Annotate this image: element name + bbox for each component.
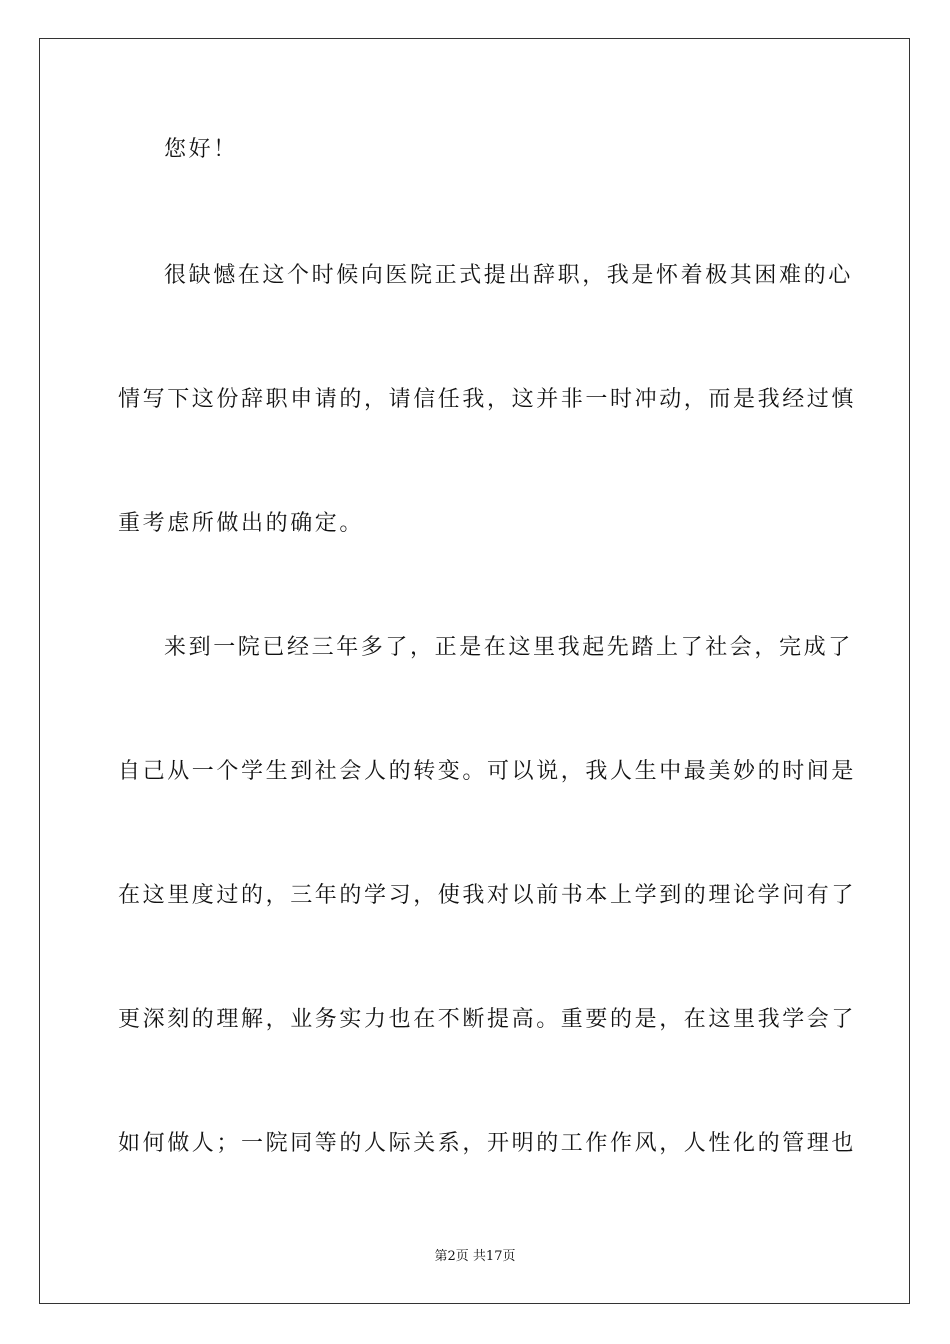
paragraph-line-8: 如何做人；一院同等的人际关系，开明的工作作风，人性化的管理也	[118, 1131, 857, 1156]
paragraph-line-5: 自己从一个学生到社会人的转变。可以说，我人生中最美妙的时间是	[118, 759, 857, 784]
page-border	[39, 38, 910, 1304]
greeting-text: 您好！	[164, 137, 238, 162]
paragraph-line-3: 重考虑所做出的确定。	[118, 511, 365, 536]
paragraph-line-2: 情写下这份辞职申请的，请信任我，这并非一时冲动，而是我经过慎	[118, 387, 857, 412]
paragraph-line-4: 来到一院已经三年多了，正是在这里我起先踏上了社会，完成了	[164, 635, 853, 660]
page-number-footer: 第2页 共17页	[434, 1249, 516, 1264]
paragraph-line-1: 很缺憾在这个时候向医院正式提出辞职，我是怀着极其困难的心	[164, 263, 853, 288]
paragraph-line-7: 更深刻的理解，业务实力也在不断提高。重要的是，在这里我学会了	[118, 1007, 857, 1032]
paragraph-line-6: 在这里度过的，三年的学习，使我对以前书本上学到的理论学问有了	[118, 883, 857, 908]
